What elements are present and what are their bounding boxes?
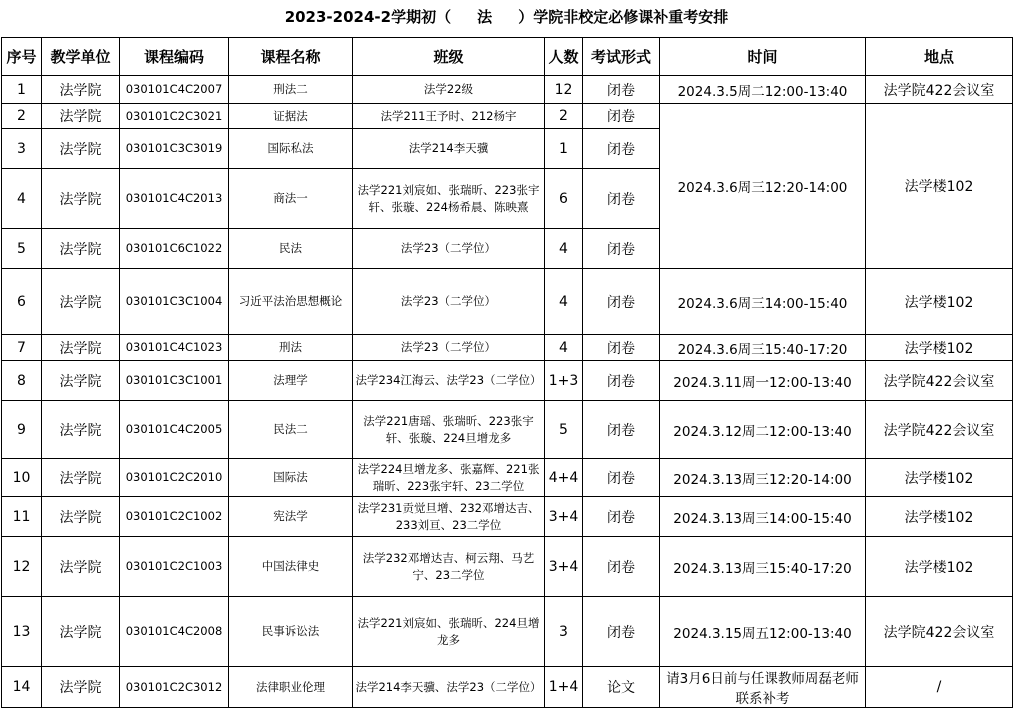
cell-class: 法学23（二学位） (353, 269, 545, 335)
cell-place: 法学楼102 (866, 104, 1013, 269)
cell-course-name: 刑法二 (229, 76, 353, 104)
cell-place: 法学楼102 (866, 269, 1013, 335)
header-course-name: 课程名称 (229, 38, 353, 76)
cell-no: 11 (2, 497, 42, 537)
cell-no: 10 (2, 459, 42, 497)
cell-no: 6 (2, 269, 42, 335)
table-row (2, 497, 1013, 537)
cell-no: 12 (2, 537, 42, 597)
cell-time: 2024.3.11周一12:00-13:40 (660, 361, 866, 401)
cell-course-name: 法律职业伦理 (229, 667, 353, 708)
table-row (2, 269, 1013, 335)
cell-exam-form: 闭卷 (583, 361, 660, 401)
cell-count: 4+4 (545, 459, 583, 497)
cell-time: 2024.3.6周三14:00-15:40 (660, 269, 866, 335)
cell-no: 7 (2, 335, 42, 361)
cell-unit: 法学院 (42, 667, 120, 708)
cell-course-name: 民法二 (229, 401, 353, 459)
cell-time: 2024.3.13周三12:20-14:00 (660, 459, 866, 497)
cell-code: 030101C2C2010 (120, 459, 229, 497)
cell-course-name: 法理学 (229, 361, 353, 401)
cell-time: 2024.3.6周三12:20-14:00 (660, 104, 866, 269)
cell-place: 法学楼102 (866, 335, 1013, 361)
cell-code: 030101C3C1004 (120, 269, 229, 335)
cell-code: 030101C3C3019 (120, 129, 229, 169)
cell-course-name: 习近平法治思想概论 (229, 269, 353, 335)
cell-place: 法学院422会议室 (866, 401, 1013, 459)
header-course-code: 课程编码 (120, 38, 229, 76)
cell-unit: 法学院 (42, 401, 120, 459)
header-unit: 教学单位 (42, 38, 120, 76)
cell-count: 1 (545, 129, 583, 169)
cell-no: 1 (2, 76, 42, 104)
cell-unit: 法学院 (42, 361, 120, 401)
cell-time: 2024.3.12周二12:00-13:40 (660, 401, 866, 459)
cell-exam-form: 闭卷 (583, 537, 660, 597)
table-row (2, 104, 1013, 129)
cell-code: 030101C2C3012 (120, 667, 229, 708)
cell-no: 9 (2, 401, 42, 459)
cell-place: 法学院422会议室 (866, 361, 1013, 401)
cell-time: 2024.3.13周三14:00-15:40 (660, 497, 866, 537)
cell-course-name: 宪法学 (229, 497, 353, 537)
cell-count: 12 (545, 76, 583, 104)
cell-code: 030101C3C1001 (120, 361, 229, 401)
cell-count: 4 (545, 229, 583, 269)
cell-exam-form: 闭卷 (583, 104, 660, 129)
cell-course-name: 国际法 (229, 459, 353, 497)
cell-count: 3 (545, 597, 583, 667)
cell-class: 法学224旦增龙多、张嘉辉、221张瑞昕、223张宇轩、23二学位 (353, 459, 545, 497)
cell-class: 法学221刘宸如、张瑞昕、223张宇轩、张璇、224杨希晨、陈映熹 (353, 169, 545, 229)
header-count: 人数 (545, 38, 583, 76)
cell-unit: 法学院 (42, 104, 120, 129)
cell-unit: 法学院 (42, 229, 120, 269)
cell-exam-form: 论文 (583, 667, 660, 708)
cell-count: 3+4 (545, 537, 583, 597)
cell-no: 4 (2, 169, 42, 229)
cell-unit: 法学院 (42, 335, 120, 361)
cell-unit: 法学院 (42, 76, 120, 104)
cell-no: 5 (2, 229, 42, 269)
header-class: 班级 (353, 38, 545, 76)
cell-unit: 法学院 (42, 169, 120, 229)
cell-unit: 法学院 (42, 269, 120, 335)
cell-code: 030101C4C2008 (120, 597, 229, 667)
cell-course-name: 国际私法 (229, 129, 353, 169)
table-row (2, 597, 1013, 667)
cell-code: 030101C4C1023 (120, 335, 229, 361)
cell-place: 法学楼102 (866, 537, 1013, 597)
cell-place: 法学楼102 (866, 497, 1013, 537)
cell-no: 14 (2, 667, 42, 708)
cell-code: 030101C2C1002 (120, 497, 229, 537)
cell-course-name: 刑法 (229, 335, 353, 361)
cell-no: 8 (2, 361, 42, 401)
cell-count: 4 (545, 269, 583, 335)
cell-no: 2 (2, 104, 42, 129)
table-row (2, 76, 1013, 104)
cell-no: 13 (2, 597, 42, 667)
table-row (2, 401, 1013, 459)
cell-class: 法学211王予时、212杨宇 (353, 104, 545, 129)
cell-place: 法学楼102 (866, 459, 1013, 497)
cell-exam-form: 闭卷 (583, 269, 660, 335)
table-row (2, 537, 1013, 597)
cell-class: 法学23（二学位） (353, 229, 545, 269)
cell-count: 3+4 (545, 497, 583, 537)
cell-code: 030101C2C1003 (120, 537, 229, 597)
cell-course-name: 证据法 (229, 104, 353, 129)
table-row (2, 667, 1013, 708)
cell-exam-form: 闭卷 (583, 229, 660, 269)
cell-class: 法学23（二学位） (353, 335, 545, 361)
header-place: 地点 (866, 38, 1013, 76)
cell-count: 4 (545, 335, 583, 361)
cell-code: 030101C4C2005 (120, 401, 229, 459)
cell-time: 2024.3.15周五12:00-13:40 (660, 597, 866, 667)
cell-time: 请3月6日前与任课教师周磊老师联系补考 (660, 667, 866, 708)
cell-unit: 法学院 (42, 129, 120, 169)
cell-code: 030101C2C3021 (120, 104, 229, 129)
cell-class: 法学232邓增达吉、柯云翔、马艺宁、23二学位 (353, 537, 545, 597)
cell-course-name: 中国法律史 (229, 537, 353, 597)
cell-course-name: 商法一 (229, 169, 353, 229)
header-row (2, 38, 1013, 76)
cell-place: / (866, 667, 1013, 708)
cell-course-name: 民法 (229, 229, 353, 269)
cell-exam-form: 闭卷 (583, 169, 660, 229)
cell-exam-form: 闭卷 (583, 335, 660, 361)
cell-count: 2 (545, 104, 583, 129)
cell-exam-form: 闭卷 (583, 401, 660, 459)
cell-count: 1+4 (545, 667, 583, 708)
cell-class: 法学221刘宸如、张瑞昕、224旦增龙多 (353, 597, 545, 667)
table-row (2, 459, 1013, 497)
cell-time: 2024.3.6周三15:40-17:20 (660, 335, 866, 361)
cell-place: 法学院422会议室 (866, 597, 1013, 667)
cell-exam-form: 闭卷 (583, 497, 660, 537)
exam-schedule-table (1, 37, 1013, 708)
cell-exam-form: 闭卷 (583, 459, 660, 497)
cell-class: 法学214李天骥 (353, 129, 545, 169)
cell-no: 3 (2, 129, 42, 169)
table-row (2, 335, 1013, 361)
cell-class: 法学214李天骥、法学23（二学位） (353, 667, 545, 708)
cell-count: 1+3 (545, 361, 583, 401)
cell-unit: 法学院 (42, 497, 120, 537)
cell-code: 030101C4C2007 (120, 76, 229, 104)
cell-count: 5 (545, 401, 583, 459)
cell-unit: 法学院 (42, 459, 120, 497)
cell-class: 法学234江海云、法学23（二学位） (353, 361, 545, 401)
cell-class: 法学22级 (353, 76, 545, 104)
cell-place: 法学院422会议室 (866, 76, 1013, 104)
table-row (2, 361, 1013, 401)
header-exam-form: 考试形式 (583, 38, 660, 76)
cell-class: 法学231贡觉旦增、232邓增达吉、233刘亘、23二学位 (353, 497, 545, 537)
cell-class: 法学221唐瑶、张瑞昕、223张宇轩、张璇、224旦增龙多 (353, 401, 545, 459)
cell-exam-form: 闭卷 (583, 76, 660, 104)
cell-unit: 法学院 (42, 537, 120, 597)
cell-time: 2024.3.13周三15:40-17:20 (660, 537, 866, 597)
header-time: 时间 (660, 38, 866, 76)
cell-unit: 法学院 (42, 597, 120, 667)
cell-code: 030101C6C1022 (120, 229, 229, 269)
cell-count: 6 (545, 169, 583, 229)
cell-exam-form: 闭卷 (583, 129, 660, 169)
header-no: 序号 (2, 38, 42, 76)
cell-exam-form: 闭卷 (583, 597, 660, 667)
page-title: 2023-2024-2学期初（ 法 ）学院非校定必修课补重考安排 (284, 8, 729, 26)
cell-time: 2024.3.5周二12:00-13:40 (660, 76, 866, 104)
cell-code: 030101C4C2013 (120, 169, 229, 229)
cell-course-name: 民事诉讼法 (229, 597, 353, 667)
